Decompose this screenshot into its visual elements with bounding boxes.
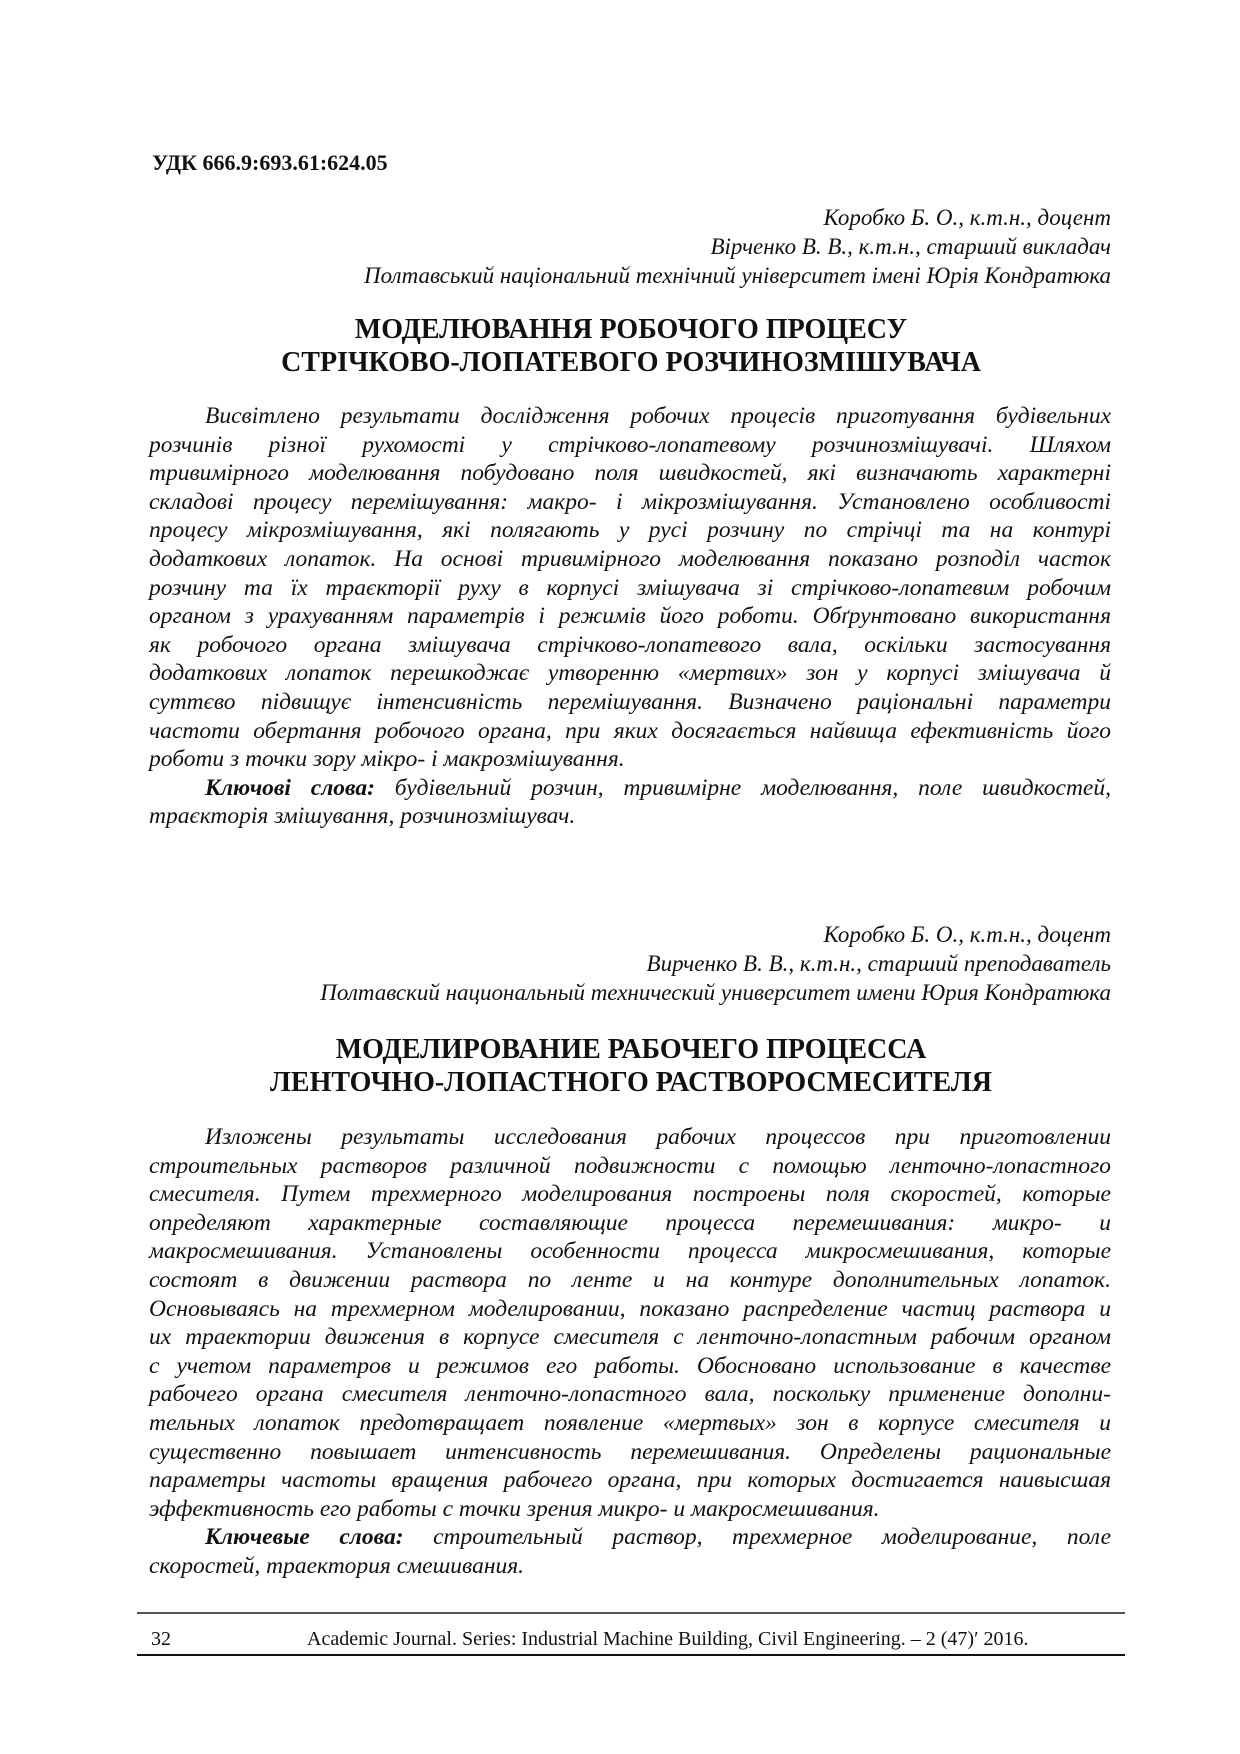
- abstract-line: с учетом параметров и режимов его работы. Обосновано использование в качестве: [149, 1352, 1111, 1379]
- abstract-line: процесу мікрозмішування, які полягають у русі розчину по стрічці та на контурі: [149, 517, 1111, 544]
- abstract-line: розчину та їх траєкторії руху в корпусі змішувача зі стрічково-лопатевим робочим: [149, 574, 1111, 601]
- abstract-line: складові процесу перемішування: макро- і мікрозмішування. Установлено особливості: [149, 488, 1111, 515]
- abstract-line: розчинів різної рухомості у стрічково-лопатевому розчинозмішувачі. Шляхом: [149, 431, 1111, 458]
- affiliation: Полтавский национальный технический университет имени Юрия Кондратюка: [320, 980, 1111, 1005]
- abstract-line: эффективность его работы с точки зрения микро- и макросмешивания.: [149, 1495, 880, 1522]
- keywords-line: траєкторія змішування, розчинозмішувач.: [149, 803, 576, 830]
- keywords-line: [149, 774, 1111, 803]
- abstract-line: Основываясь на трехмерном моделировании, показано распределение частиц раствора и: [149, 1295, 1111, 1322]
- abstract-line: тривимірного моделювання побудовано поля швидкостей, які визначають характерні: [149, 460, 1111, 487]
- ua-title: [0, 313, 1240, 379]
- author-line: Вірченко В. В., к.т.н., старший викладач: [710, 234, 1111, 259]
- abstract-line: додаткових лопаток перешкоджає утворенню «мертвих» зон у корпусі змішувача й: [149, 660, 1111, 687]
- affiliation: Полтавський національний технічний університет імені Юрія Кондратюка: [364, 263, 1111, 288]
- abstract-line: роботи з точки зору мікро- і макрозмішування.: [149, 746, 625, 773]
- page-footer: [137, 1626, 1125, 1652]
- abstract-line: Изложены результаты исследования рабочих процессов при приготовлении: [205, 1124, 1111, 1150]
- title-line: ЛЕНТОЧНО-ЛОПАСТНОГО РАСТВОРОСМЕСИТЕЛЯ: [270, 1067, 992, 1098]
- title-line: СТРІЧКОВО-ЛОПАТЕВОГО РОЗЧИНОЗМІШУВАЧА: [281, 347, 981, 378]
- title-line: МОДЕЛИРОВАНИЕ РАБОЧЕГО ПРОЦЕССА: [335, 1034, 927, 1065]
- journal-name: Academic Journal. Series: Industrial Machine Building, Civil Engineering. – 2 (47)′ 2016.: [307, 1628, 1029, 1650]
- abstract-line: Висвітлено результати дослідження робочих процесів приготування будівельних: [205, 403, 1111, 429]
- ua-abstract: [149, 402, 1111, 831]
- abstract-line: смесителя. Путем трехмерного моделирования построены поля скоростей, которые: [149, 1181, 1111, 1208]
- abstract-line: параметры частоты вращения рабочего органа, при которых достигается наивысшая: [149, 1467, 1111, 1494]
- title-line: МОДЕЛЮВАННЯ РОБОЧОГО ПРОЦЕСУ: [354, 314, 908, 345]
- abstract-line: состоят в движении раствора по ленте и на контуре дополнительных лопаток.: [149, 1266, 1111, 1293]
- abstract-line: частоти обертання робочого органа, при яких досягається найвища ефективність його: [149, 717, 1111, 744]
- abstract-line: органом з урахуванням параметрів і режимів його роботи. Обґрунтовано використання: [149, 603, 1111, 630]
- page-number: 32: [151, 1628, 171, 1650]
- abstract-line: определяют характерные составляющие процесса перемешивания: микро- и: [149, 1209, 1111, 1236]
- keywords-line: скоростей, траектория смешивания.: [149, 1552, 525, 1579]
- abstract-line: рабочего органа смесителя ленточно-лопастного вала, поскольку применение дополни-: [149, 1381, 1111, 1408]
- keywords-line: [149, 1523, 1111, 1552]
- ru-abstract: [149, 1123, 1111, 1581]
- footer-top-rule: [137, 1612, 1125, 1614]
- abstract-line: макросмешивания. Установлены особенности процесса микросмешивания, которые: [149, 1238, 1111, 1265]
- abstract-line: тельных лопаток предотвращает появление «мертвых» зон в корпусе смесителя и: [149, 1409, 1111, 1436]
- footer-bottom-rule: [137, 1654, 1125, 1656]
- abstract-line: их траектории движения в корпусе смесителя с ленточно-лопастным рабочим органом: [149, 1324, 1111, 1351]
- keywords-text: строительный раствор, трехмерное моделирование, поле: [433, 1524, 1112, 1551]
- keywords-text: будівельний розчин, тривимірне моделювання, поле швидкостей,: [394, 774, 1111, 801]
- ru-authors: [320, 920, 1111, 1007]
- abstract-line: як робочого органа змішувача стрічково-лопатевого вала, оскільки застосування: [149, 631, 1111, 658]
- abstract-line: строительных растворов различной подвижности с помощью ленточно-лопастного: [149, 1152, 1111, 1179]
- author-line: Вирченко В. В., к.т.н., старший преподаватель: [646, 951, 1111, 976]
- keywords-label: Ключові слова:: [205, 774, 375, 801]
- author-line: Коробко Б. О., к.т.н., доцент: [823, 205, 1111, 230]
- udk-code: УДК 666.9:693.61:624.05: [152, 150, 388, 175]
- abstract-line: додаткових лопаток. На основі тривимірного моделювання показано розподіл часток: [149, 545, 1111, 572]
- ru-title: [0, 1033, 1240, 1099]
- abstract-line: суттєво підвищує інтенсивність перемішування. Визначено раціональні параметри: [149, 688, 1111, 715]
- ua-authors: [364, 203, 1111, 290]
- keywords-label: Ключевые слова:: [205, 1524, 404, 1551]
- abstract-line: существенно повышает интенсивность перемешивания. Определены рациональные: [149, 1438, 1111, 1465]
- author-line: Коробко Б. О., к.т.н., доцент: [823, 922, 1111, 947]
